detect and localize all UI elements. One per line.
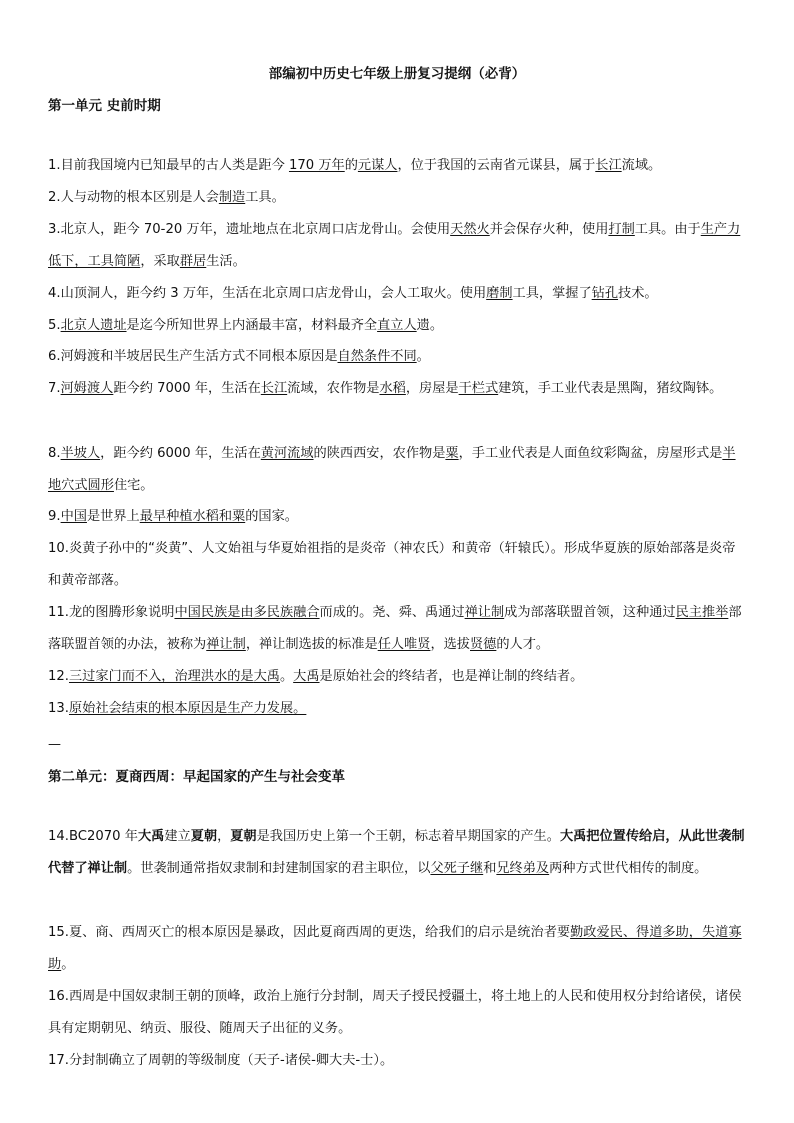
item-13 <box>48 693 748 725</box>
text-segment: 工具。由于 <box>634 222 701 237</box>
text-segment: 工具，掌握了 <box>512 286 592 301</box>
text-segment: 11.龙的图腾形象说明 <box>48 605 175 620</box>
text-segment: ， <box>217 829 231 844</box>
text-segment: 贤德 <box>470 636 497 652</box>
text-segment: 17.分封制确立了周朝的等级制度（天子-诸侯-卿大夫-士）。 <box>48 1053 394 1068</box>
text-segment: ，房屋是 <box>405 381 459 396</box>
text-segment: 9. <box>48 509 61 524</box>
text-segment: 3.北京人，距今 70-20 万年，遗址地点在北京周口店龙骨山。会使用 <box>48 222 451 237</box>
text-segment: 三过家门而不入，治理洪水的是 <box>68 669 254 684</box>
text-segment: 是世界上 <box>86 509 140 524</box>
item-2 <box>48 182 748 214</box>
text-segment: 的人才。 <box>496 636 550 652</box>
text-segment: 中国民族是由多民族融合 <box>174 605 320 620</box>
item-17 <box>48 1045 748 1077</box>
text-segment: ，禅让制选拔的标准是 <box>245 636 378 652</box>
text-segment: 半地穴式圆形 <box>48 446 736 493</box>
item-9 <box>48 501 748 533</box>
text-segment: ，位于我国的云南省元谋县，属于 <box>397 158 596 173</box>
text-segment: 磨制 <box>486 286 513 301</box>
text-segment: 流域，农作物是 <box>287 381 380 396</box>
text-segment: 原始社会结束的根本原因是生产力发展。 <box>68 701 307 716</box>
text-segment: 元谋人 <box>357 158 398 173</box>
text-segment: 8. <box>48 446 61 461</box>
unit-1-heading: 第一单元 史前时期 <box>48 98 161 114</box>
text-segment: 建筑，手工业代表是黑陶，猪纹陶钵。 <box>498 381 723 396</box>
text-segment: 12. <box>48 669 69 684</box>
text-segment: 170 万年 <box>288 158 345 173</box>
text-segment: 遗。 <box>416 318 444 333</box>
text-segment: 技术。 <box>618 286 658 301</box>
text-segment: 成为部落联盟首领，这种通过 <box>504 605 676 620</box>
text-segment: 。 <box>61 956 75 972</box>
text-segment: 6.河姆渡和半坡居民生产生活方式不同根本原因是 <box>48 349 338 364</box>
text-segment: 干栏式 <box>458 381 499 396</box>
text-segment: 打制 <box>608 222 635 237</box>
text-segment: 两种方式世代相传的制度。 <box>549 860 708 876</box>
text-segment: 的陕西西安，农作物是 <box>313 446 446 461</box>
text-segment: 4.山顶洞人，距今约 3 万年，生活在北京周口店龙骨山，会人工取火。使用 <box>48 286 487 301</box>
text-segment: 钻孔 <box>591 286 619 301</box>
text-segment: 16.西周是中国奴隶制王朝的顶峰，政治上施行分封制，周天子授民授疆土，将土地上的人民和使用权分封给诸侯，诸侯具有定期朝见、纳贡、服役、随周天子出征的义务。 <box>48 989 742 1036</box>
text-segment: 是迄今所知世界上内涵最丰富，材料最齐全 <box>126 318 378 333</box>
text-segment: 7. <box>48 381 61 396</box>
text-segment: 建立 <box>164 829 191 844</box>
text-segment: 勤政爱民、得道多助，失道寡助 <box>48 925 742 972</box>
text-segment: 部落联盟首领的办法，被称为 <box>48 605 742 652</box>
item-5 <box>48 310 748 342</box>
text-segment: 禅让制 <box>206 636 246 652</box>
text-segment: 生活。 <box>206 253 246 269</box>
text-segment: ，采取 <box>140 253 180 269</box>
text-segment: 兄终弟及 <box>496 860 550 876</box>
text-segment: 长江 <box>595 158 622 173</box>
text-segment: 自然条件不同 <box>337 349 417 364</box>
text-segment: 民主推举 <box>675 605 729 620</box>
text-segment: 天然火 <box>450 222 490 237</box>
text-segment: ，手工业代表是人面鱼纹彩陶盆，房屋形式是 <box>458 446 723 461</box>
text-segment: 1.目前我国境内已知最早的古人类是距今 <box>48 158 289 173</box>
unit-2-heading: 第二单元：夏商西周：早起国家的产生与社会变革 <box>48 769 345 785</box>
item-11 <box>48 597 748 660</box>
text-segment: 北京人遗址 <box>60 318 127 333</box>
text-segment: 15.夏、商、西周灭亡的根本原因是暴政，因此夏商西周的更迭，给我们的启示是统治者要 <box>48 925 571 940</box>
document-title: 部编初中历史七年级上册复习提纲（必背） <box>268 66 526 82</box>
item-7 <box>48 373 748 405</box>
text-segment: 夏朝 <box>230 829 257 844</box>
text-segment: ，选拔 <box>430 636 470 652</box>
text-segment: ，距今约 6000 年，生活在 <box>100 446 261 461</box>
item-6 <box>48 341 748 373</box>
text-segment: 是原始社会的终结者，也是禅让制的终结者。 <box>319 669 584 684</box>
text-segment: 而成的。尧、舜、禹通过 <box>319 605 465 620</box>
text-segment: 大禹 <box>137 829 165 844</box>
item-8 <box>48 438 748 501</box>
item-15 <box>48 917 748 980</box>
text-segment: 10.炎黄子孙中的“炎黄”、人文始祖与华夏始祖指的是炎帝（神农氏）和黄帝（轩辕氏）。形成华夏族的原始部落是炎帝和黄帝部落。 <box>48 541 736 588</box>
text-segment: 住宅。 <box>113 477 154 493</box>
text-segment: 粟 <box>445 446 459 461</box>
text-segment: 2.人与动物的根本区别是人会 <box>48 190 219 205</box>
text-segment: 夏朝 <box>190 829 218 844</box>
text-segment: 5. <box>48 318 61 333</box>
separator: — <box>48 737 61 752</box>
text-segment: 距今约 7000 年，生活在 <box>113 381 261 396</box>
text-segment: 流域。 <box>621 158 662 173</box>
text-segment: 。 <box>279 669 294 684</box>
text-segment: 禅让制 <box>464 605 505 620</box>
item-10 <box>48 533 748 596</box>
text-segment: 半坡人 <box>60 446 101 461</box>
text-segment: 水稻 <box>379 381 406 396</box>
text-segment: 13. <box>48 701 69 716</box>
text-segment: 。 <box>416 349 430 364</box>
text-segment: 任人唯贤 <box>377 636 431 652</box>
text-segment: 是我国历史上第一个王朝，标志着早期国家的产生。 <box>256 829 560 844</box>
text-segment: 和 <box>483 860 497 876</box>
text-segment: 的国家。 <box>245 509 298 524</box>
text-segment: 中国 <box>60 509 87 524</box>
text-segment: 大禹 <box>253 669 280 684</box>
text-segment: 制造 <box>218 190 246 205</box>
text-segment: 最早种植水稻和粟 <box>139 509 246 524</box>
text-segment: 并会保存火种，使用 <box>489 222 609 237</box>
item-1 <box>48 150 748 182</box>
text-segment: 生产力低下，工具简陋 <box>48 222 741 269</box>
text-segment: 黄河流域 <box>260 446 314 461</box>
text-segment: 父死子继 <box>430 860 484 876</box>
text-segment: 群居 <box>179 253 207 269</box>
text-segment: 。世袭制通常指奴隶制和封建制国家的君主职位，以 <box>127 860 431 876</box>
text-segment: 14.BC2070 年 <box>48 829 138 844</box>
text-segment: 工具。 <box>245 190 285 205</box>
item-16 <box>48 981 748 1044</box>
text-segment: 河姆渡人 <box>60 381 114 396</box>
item-3 <box>48 214 748 277</box>
text-segment: 大禹 <box>293 669 320 684</box>
item-14 <box>48 821 748 884</box>
text-segment: 大禹把位置传给启，从此世袭制代替了禅让制 <box>48 829 745 876</box>
text-segment: 直立人 <box>377 318 417 333</box>
text-segment: 长江 <box>260 381 288 396</box>
text-segment: 的 <box>344 158 358 173</box>
item-12 <box>48 661 748 693</box>
item-4 <box>48 278 748 310</box>
